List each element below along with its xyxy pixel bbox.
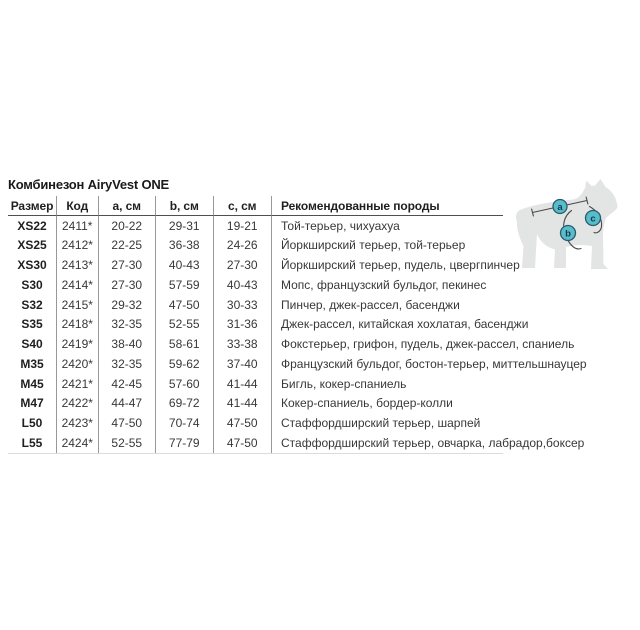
cell-code: 2414* (57, 275, 99, 295)
cell-size: S30 (8, 275, 57, 295)
measure-badge-a (553, 200, 567, 214)
cell-code: 2412* (57, 236, 99, 256)
cell-breeds: Фокстерьер, грифон, пудель, джек-рассел, спаниель (281, 337, 575, 352)
measure-label-c: c (590, 213, 596, 225)
col-header-a: a, см (99, 196, 157, 216)
cell-code: 2415* (57, 295, 99, 315)
cell-c: 30-33 (214, 295, 273, 315)
cell-code: 2418* (57, 315, 99, 335)
cell-breeds: Стаффордширский терьер, шарпей (281, 416, 481, 431)
cell-c: 31-36 (214, 315, 273, 335)
cell-size: L50 (8, 413, 57, 433)
cell-breeds: Пинчер, джек-рассел, басенджи (281, 297, 460, 312)
cell-size: M47 (8, 394, 57, 414)
dog-measurement-diagram (513, 175, 640, 275)
cell-a: 20-22 (99, 216, 157, 236)
col-header-size: Размер (8, 196, 57, 216)
cell-a: 38-40 (99, 334, 157, 354)
dog-silhouette-image (516, 179, 617, 269)
cell-size: XS22 (8, 216, 57, 236)
cell-b: 59-62 (156, 354, 214, 374)
cell-b: 40-43 (156, 255, 214, 275)
cell-size: M45 (8, 374, 57, 394)
cell-b: 57-60 (156, 374, 214, 394)
measure-label-a: a (557, 202, 563, 213)
cell-size: L55 (8, 433, 57, 453)
cell-b: 58-61 (156, 334, 214, 354)
col-header-breeds: Рекомендованные породы (272, 196, 503, 216)
cell-breeds: Бигль, кокер-спаниель (281, 376, 407, 391)
cell-breeds: Йоркширский терьер, той-терьер (281, 238, 466, 253)
cell-code: 2422* (57, 394, 99, 414)
cell-c: 19-21 (214, 216, 273, 236)
cell-b: 77-79 (156, 433, 214, 453)
cell-b: 57-59 (156, 275, 214, 295)
size-table (8, 196, 587, 454)
cell-c: 47-50 (214, 433, 273, 453)
col-header-b: b, см (156, 196, 214, 216)
cell-a: 52-55 (99, 433, 157, 453)
cell-b: 70-74 (156, 413, 214, 433)
measure-label-b: b (565, 228, 571, 240)
cell-size: S35 (8, 315, 57, 335)
cell-breeds: Мопс, французский бульдог, пекинес (281, 277, 487, 292)
cell-c: 33-38 (214, 334, 273, 354)
cell-breeds: Стаффордширский терьер, овчарка, лабрадор,боксер (281, 435, 585, 450)
cell-size: S40 (8, 334, 57, 354)
cell-b: 47-50 (156, 295, 214, 315)
measure-badge-c (586, 211, 601, 226)
cell-size: M35 (8, 354, 57, 374)
cell-a: 27-30 (99, 255, 157, 275)
cell-a: 32-35 (99, 315, 157, 335)
cell-breeds: Джек-рассел, китайская хохлатая, басенджи (281, 317, 529, 332)
cell-c: 27-30 (214, 255, 273, 275)
cell-c: 47-50 (214, 413, 273, 433)
cell-code: 2419* (57, 334, 99, 354)
cell-c: 37-40 (214, 354, 273, 374)
cell-code: 2423* (57, 413, 99, 433)
cell-breeds: Той-терьер, чихуахуа (281, 218, 400, 233)
cell-code: 2421* (57, 374, 99, 394)
cell-a: 27-30 (99, 275, 157, 295)
cell-size: S32 (8, 295, 57, 315)
cell-code: 2413* (57, 255, 99, 275)
cell-b: 52-55 (156, 315, 214, 335)
cell-code: 2420* (57, 354, 99, 374)
cell-a: 29-32 (99, 295, 157, 315)
cell-c: 41-44 (214, 374, 273, 394)
cell-size: XS25 (8, 236, 57, 256)
cell-breeds: Французский бульдог, бостон-терьер, миттельшнауцер (281, 356, 587, 371)
cell-b: 36-38 (156, 236, 214, 256)
cell-a: 42-45 (99, 374, 157, 394)
cell-code: 2411* (57, 216, 99, 236)
cell-c: 24-26 (214, 236, 273, 256)
page-title: Комбинезон AiryVest ONE (8, 177, 170, 192)
cell-c: 40-43 (214, 275, 273, 295)
col-header-code: Код (57, 196, 99, 216)
cell-a: 22-25 (99, 236, 157, 256)
cell-breeds: Кокер-спаниель, бордер-колли (281, 396, 453, 411)
cell-a: 32-35 (99, 354, 157, 374)
cell-code: 2424* (57, 433, 99, 453)
cell-c: 41-44 (214, 394, 273, 414)
measure-badge-b (561, 226, 576, 241)
cell-a: 47-50 (99, 413, 157, 433)
col-header-c: c, см (214, 196, 273, 216)
cell-b: 69-72 (156, 394, 214, 414)
cell-size: XS30 (8, 255, 57, 275)
cell-a: 44-47 (99, 394, 157, 414)
cell-breeds: Йоркширский терьер, пудель, цвергпинчер (281, 258, 520, 273)
cell-b: 29-31 (156, 216, 214, 236)
